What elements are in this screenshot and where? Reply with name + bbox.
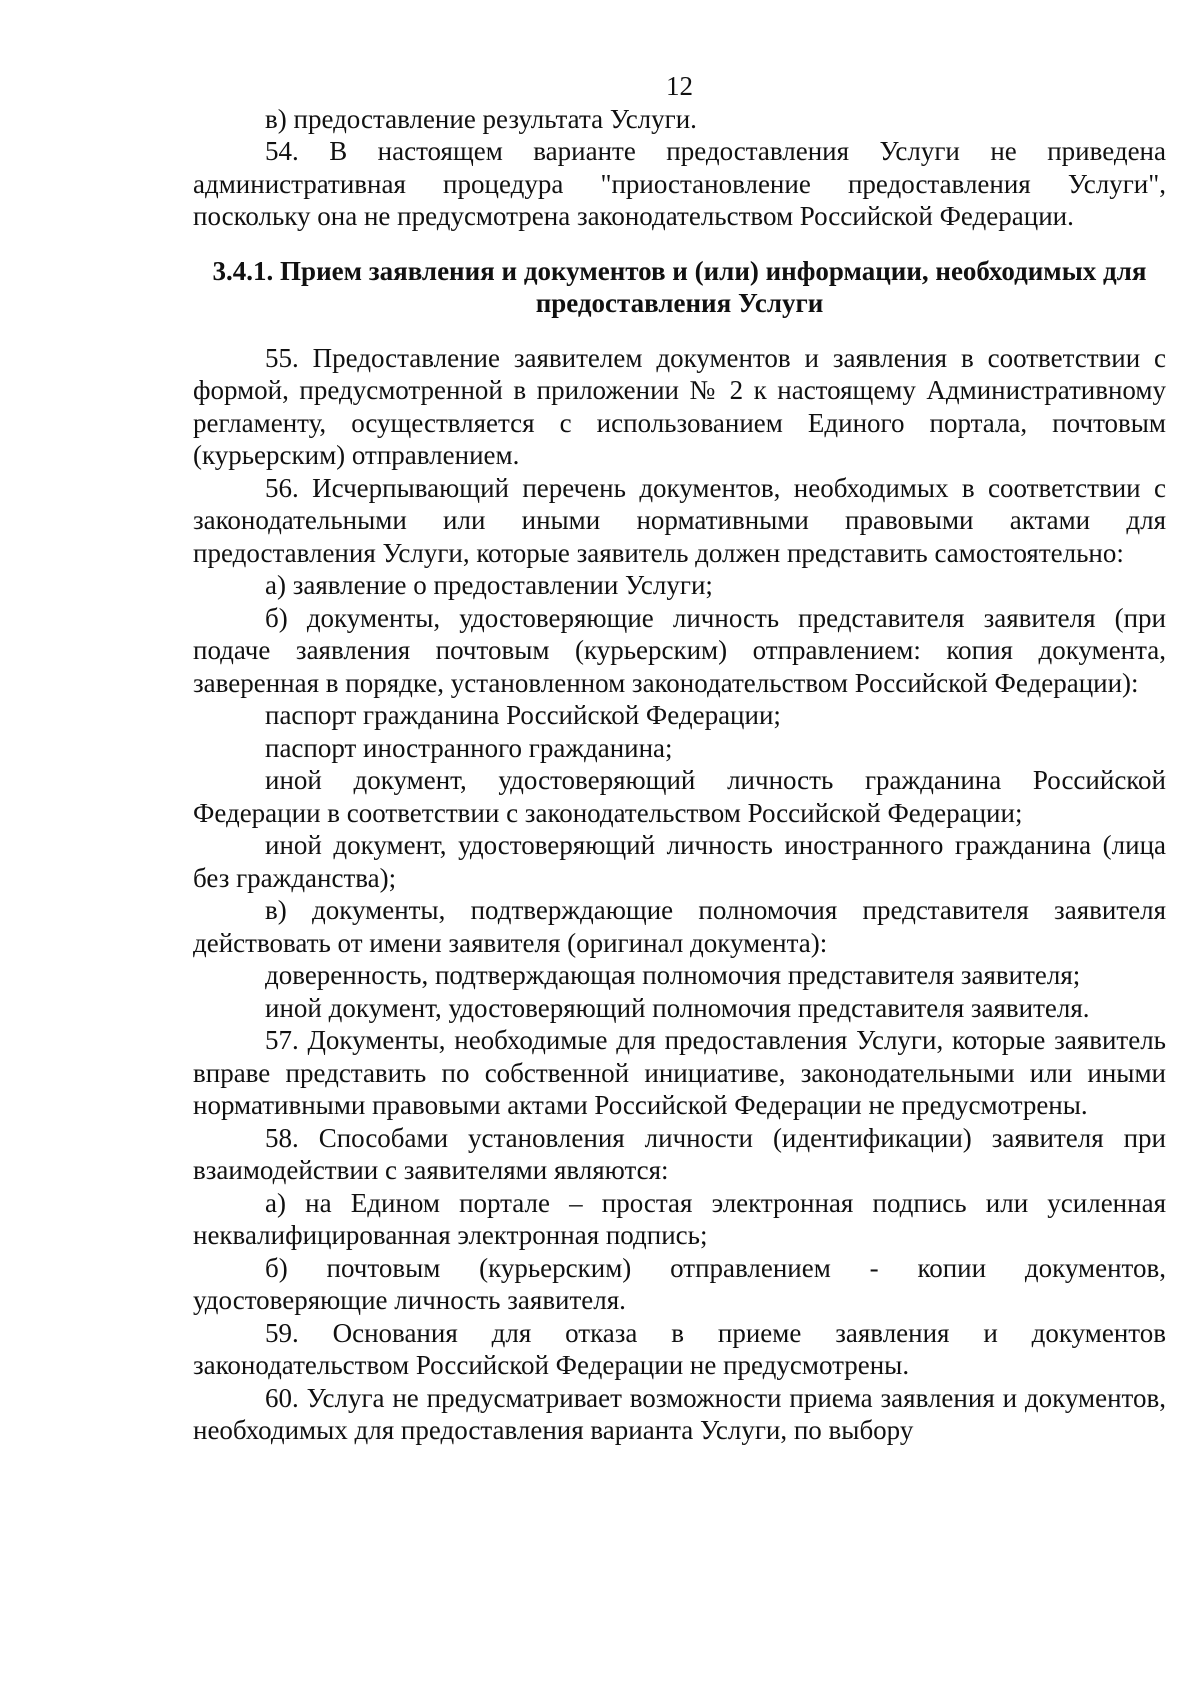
list-item-58-a: а) на Едином портале – простая электронная подпись или усиленная неквалифицированная электронная подпись; bbox=[193, 1187, 1166, 1250]
document-page bbox=[193, 70, 1166, 1447]
paragraph-57: 57. Документы, необходимые для предоставления Услуги, которые заявитель вправе представить по собственной инициативе, законодательными или иными нормативными правовыми актами Российской Федерации не предусмотрены. bbox=[193, 1025, 1166, 1120]
list-item-other-authority-doc: иной документ, удостоверяющий полномочия представителя заявителя. bbox=[265, 992, 1090, 1023]
list-item-b: б) документы, удостоверяющие личность представителя заявителя (при подаче заявления почтовым (курьерским) отправлением: копия документа, заверенная в порядке, установленном законодательством Российской Федерации): bbox=[193, 602, 1166, 698]
paragraph-56: 56. Исчерпывающий перечень документов, необходимых в соответствии с законодательными или иными нормативными правовыми актами для предоставления Услуги, которые заявитель должен представить самостоятельно: bbox=[193, 472, 1166, 568]
paragraph-59: 59. Основания для отказа в приеме заявления и документов законодательством Российской Федерации не предусмотрены. bbox=[193, 1317, 1166, 1380]
list-item-power-of-attorney: доверенность, подтверждающая полномочия представителя заявителя; bbox=[265, 960, 1081, 990]
list-item-v: в) документы, подтверждающие полномочия представителя заявителя действовать от имени заявителя (оригинал документа): bbox=[193, 895, 1166, 958]
paragraph-55: 55. Предоставление заявителем документов и заявления в соответствии с формой, предусмотренной в приложении № 2 к настоящему Административному регламенту, осуществляется с использованием Единого портала, почтовым (курьерским) отправлением. bbox=[193, 342, 1166, 470]
paragraph-v-result: в) предоставление результата Услуги. bbox=[265, 103, 697, 134]
paragraph-54: 54. В настоящем варианте предоставления Услуги не приведена административная процедура "приостановление предоставления Услуги", поскольку она не предусмотрена законодательством Российской Федерации. bbox=[193, 136, 1166, 231]
list-item-other-doc-rf: иной документ, удостоверяющий личность гражданина Российской Федерации в соответствии с законодательством Российской Федерации; bbox=[193, 765, 1166, 828]
list-item-58-b: б) почтовым (курьерским) отправлением - копии документов, удостоверяющие личность заявителя. bbox=[193, 1252, 1166, 1315]
page-number: 12 bbox=[666, 71, 693, 101]
list-item-a: а) заявление о предоставлении Услуги; bbox=[265, 570, 713, 600]
section-heading-3-4-1: 3.4.1. Прием заявления и документов и (или) информации, необходимых для предоставления Услуги bbox=[212, 255, 1147, 318]
paragraph-60: 60. Услуга не предусматривает возможности приема заявления и документов, необходимых для предоставления варианта Услуги, по выбору bbox=[193, 1382, 1166, 1445]
paragraph-58: 58. Способами установления личности (идентификации) заявителя при взаимодействии с заявителями являются: bbox=[193, 1122, 1166, 1185]
list-item-other-doc-foreign: иной документ, удостоверяющий личность иностранного гражданина (лица без гражданства); bbox=[193, 830, 1166, 893]
list-item-passport-foreign: паспорт иностранного гражданина; bbox=[265, 732, 673, 763]
list-item-passport-rf: паспорт гражданина Российской Федерации; bbox=[265, 700, 781, 730]
